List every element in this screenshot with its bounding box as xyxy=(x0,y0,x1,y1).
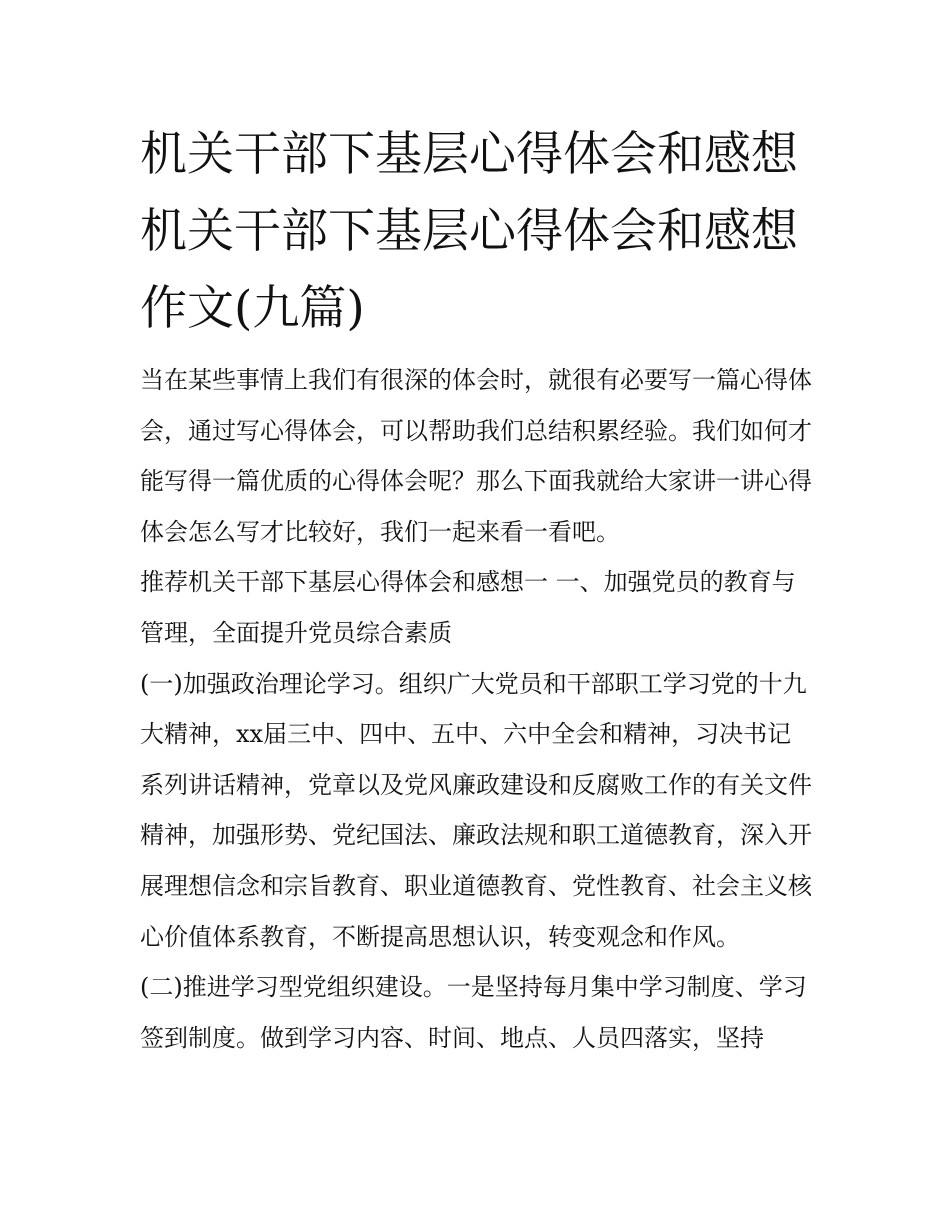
paragraph-learning-organization: (二)推进学习型党组织建设。一是坚持每月集中学习制度、学习签到制度。做到学习内容、时间、地点、人员四落实，坚持 xyxy=(140,973,807,1052)
paragraph-intro: 当在某些事情上我们有很深的体会时，就很有必要写一篇心得体会，通过写心得体会，可以帮助我们总结积累经验。我们如何才能写得一篇优质的心得体会呢？那么下面我就给大家讲一讲心得体会怎么写才比较好，我们一起来看一看吧。 xyxy=(140,366,812,546)
document-title: 机关干部下基层心得体会和感想 机关干部下基层心得体会和感想作文(九篇) xyxy=(140,127,798,336)
paragraph-political-study: (一)加强政治理论学习。组织广大党员和干部职工学习党的十九大精神，xx届三中、四中、五中、六中全会和精神，习决书记系列讲话精神，党章以及党风廉政建设和反腐败工作的有关文件精神，加强形势、党纪国法、廉政法规和职工道德教育，深入开展理想信念和宗旨教育、职业道德教育、党性教育、社会主义核心价值体系教育，不断提高思想认识，转变观念和作风。 xyxy=(140,669,812,951)
paragraph-section-heading: 推荐机关干部下基层心得体会和感想一 一、加强党员的教育与管理，全面提升党员综合素质 xyxy=(140,568,796,647)
document-body xyxy=(140,355,812,1063)
